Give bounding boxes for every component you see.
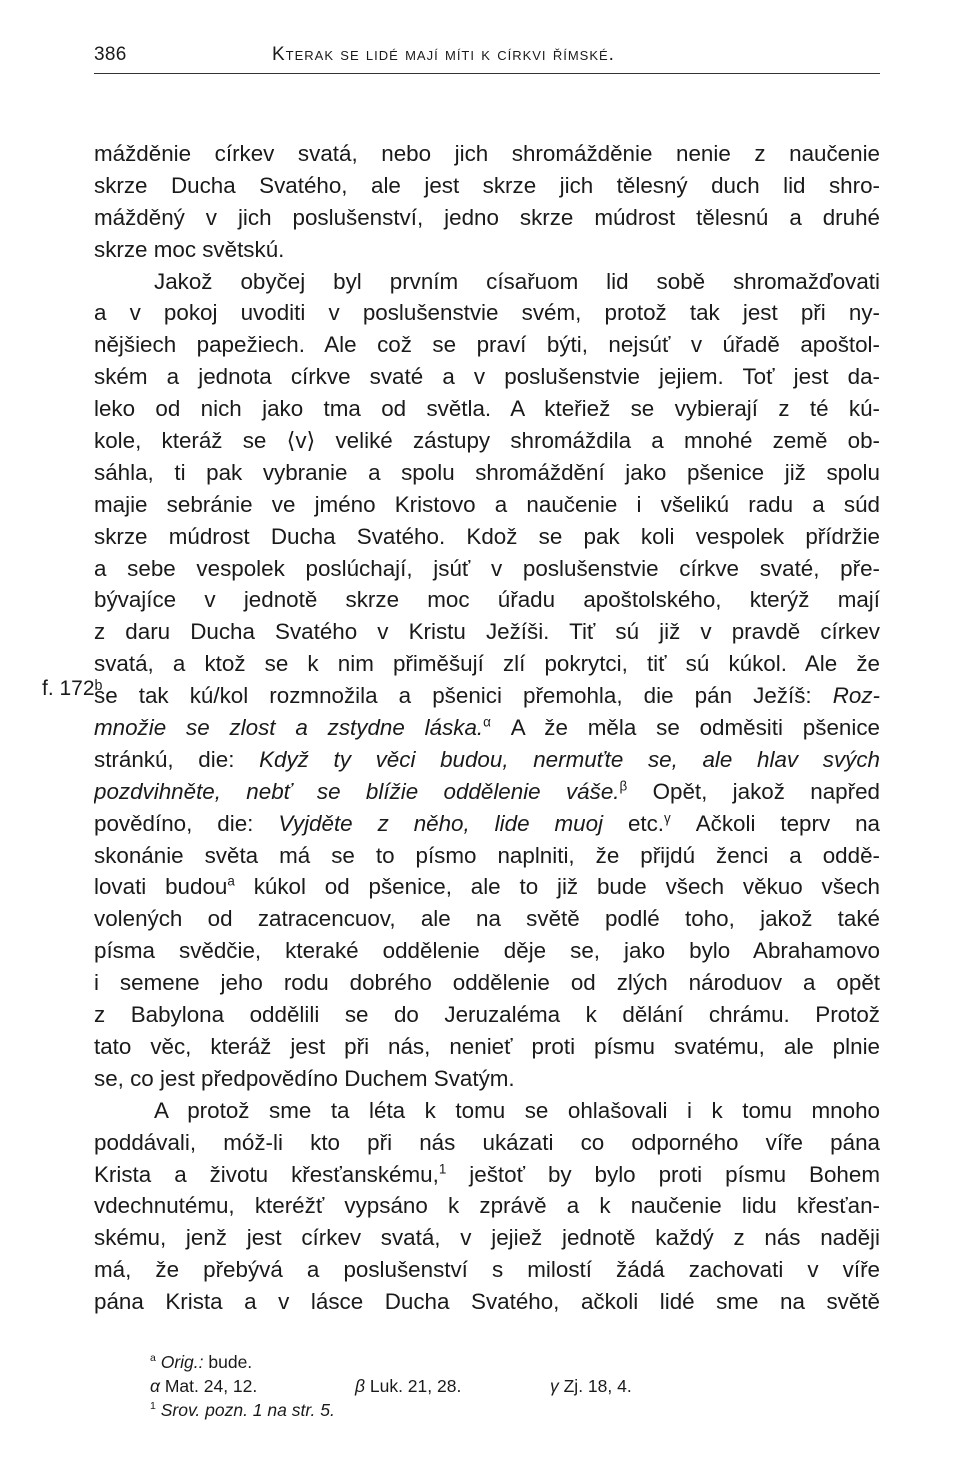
footnote-a [150,1350,850,1374]
footnote-mark: β [355,1376,365,1396]
text-line: mážděný v jich poslušenství, jedno skrze múdrost tělesnú a druhé [94,204,880,230]
running-title: Kterak se lidé mají míti k církvi římské. [272,44,615,65]
text-line: skrze múdrost Ducha Svatého. Kdož se pak koli vespolek přídržie [94,523,880,549]
text-line: i semene jeho rodu dobrého oddělenie od zlých národuov a opět [94,970,880,996]
text-line: poddávali, móž-li kto při nás ukázati co odporného víře pána [94,1129,880,1155]
footnote-mark: γ [550,1376,559,1396]
footnote-ref: β [619,778,628,794]
footnote-greek [150,1374,850,1398]
quote-run: Vyjděte z něho, lide muoj [278,810,603,836]
quote-run: množie se zlost a zstydne láska. [94,715,484,741]
footnote-1 [150,1398,850,1422]
text-line: kole, kteráž se ⟨v⟩ veliké zástupy shromáždila a mnohé země ob- [94,428,880,454]
text-line: bývajíce v jednotě skrze moc úřadu apoštolského, kterýž mají [94,587,880,613]
text-line [94,808,880,840]
text-run: etc. [603,810,665,836]
footnote-text: Zj. 18, 4. [558,1376,632,1396]
quote-run: Roz- [832,683,880,709]
text-line: z daru Ducha Svatého v Kristu Ježíši. Tiť sú již v pravdě církev [94,619,880,645]
text-line: vdechnutému, kteréžť vypsáno k zprávě a k naučenie lidu křesťan- [94,1193,880,1219]
text-line: písma svědčie, kteraké oddělenie děje se, jako bylo Abrahamovo [94,938,880,964]
text-line: se, co jest předpovědíno Duchem Svatým. [94,1065,515,1091]
text-line [94,744,880,776]
quote-run: pozdvihněte, nebť se blížie oddělenie váše. [94,778,620,804]
text-line: nějšiech papežiech. Ale což se praví býti, nejsúť v úřadě apoštol- [94,332,880,358]
text-line: skému, jenž jest církev svatá, v jejiež jednotě každý z nás naději [94,1225,880,1251]
footnote-ref: 1 [438,1161,447,1177]
text-line: sáhla, ti pak vybranie a spolu shromáždění jako pšenice již spolu [94,459,880,485]
text-line: A protož sme ta léta k tomu se ohlašovali i k tomu mnoho [154,1097,880,1123]
text-run: se tak kú/kol rozmnožila a pšenici přemohla, die pán Ježíš: [94,683,833,709]
text-line [94,712,880,744]
text-line: ském a jednota církve svaté a v poslušenstvie jejiem. Toť jest da- [94,364,880,390]
text-line: má, že přebývá a poslušenství s milostí žádá zachovati v víře [94,1257,880,1283]
text-line: svatá, a ktož se k nim přiměšují zlí pokrytci, tiť sú kúkol. Ale že [94,651,880,677]
running-header [94,44,880,72]
footnote-italic: Orig.: [160,1352,204,1372]
text-line: z Babylona oddělili se do Jeruzaléma k dělání chrámu. Protož [94,1002,880,1028]
text-run: kúkol od pšenice, ale to již bude všech věkuo všech [234,874,880,900]
footnote-mark: a [150,1352,156,1365]
footnote-mark: α [150,1376,160,1396]
folio-margin-note: f. 172ᵇ [42,677,103,700]
footnote-text: bude. [203,1352,253,1372]
text-line: tato věc, kteráž jest při nás, nenieť proti písmu svatému, ale plnie [94,1033,880,1059]
text-line [94,776,880,808]
text-run: lovati budou [94,874,228,900]
text-line: leko od nich jako tma od světla. A kteřiež se vybierají z té kú- [94,396,880,422]
quote-run: Když ty věci budou, nermuťte se, ale hlav svých [259,746,880,772]
text-run: A že měla se odměsiti pšenice [490,715,880,741]
text-line: a v pokoj uvoditi v poslušenstvie svém, protož tak jest při ny- [94,300,880,326]
body-text [94,138,880,1318]
text-line: skrze moc světskú. [94,236,285,262]
footnotes [150,1350,850,1422]
footnote-ref: γ [664,810,671,826]
text-line: pána Krista a v lásce Ducha Svatého, ačkoli lidé sme na světě [94,1289,880,1315]
text-line [94,871,880,903]
text-run: Ačkoli teprv na [670,810,880,836]
footnote-text: Luk. 21, 28. [365,1376,462,1396]
text-line [94,1159,880,1191]
footnote-ref: α [483,714,491,730]
text-run: stránkú, die: [94,746,260,772]
text-run: Opět, jakož napřed [627,778,880,804]
text-line: skrze Ducha Svatého, ale jest skrze jich tělesný duch lid shro- [94,172,880,198]
text-line: volených od zatracencuov, ale na světě podlé toho, jakož také [94,906,880,932]
text-run: ještoť by bylo proti písmu Bohem [446,1161,880,1187]
text-run: povědíno, die: [94,810,279,836]
footnote-italic: Srov. pozn. 1 na str. 5. [160,1400,335,1420]
footnote-mark: 1 [150,1400,156,1413]
footnote-text: Mat. 24, 12. [159,1376,258,1396]
text-line: skonánie světa má se to písmo naplniti, že přijdú ženci a oddě- [94,842,880,868]
text-line: Jakož obyčej byl prvním císařuom lid sobě shromažďovati [154,268,880,294]
header-rule [94,73,880,74]
footnote-ref: a [227,874,235,890]
text-line: mážděnie církev svatá, nebo jich shromážděnie nenie z naučenie [94,141,880,166]
text-line [94,680,880,712]
text-run: Krista a životu křesťanskému, [94,1161,439,1187]
text-line: a sebe vespolek poslúchají, jsúť v poslušenstvie církve svaté, pře- [94,555,880,581]
text-line: majie sebránie ve jméno Kristovo a naučenie i všelikú radu a súd [94,491,880,517]
page-number: 386 [94,44,127,65]
